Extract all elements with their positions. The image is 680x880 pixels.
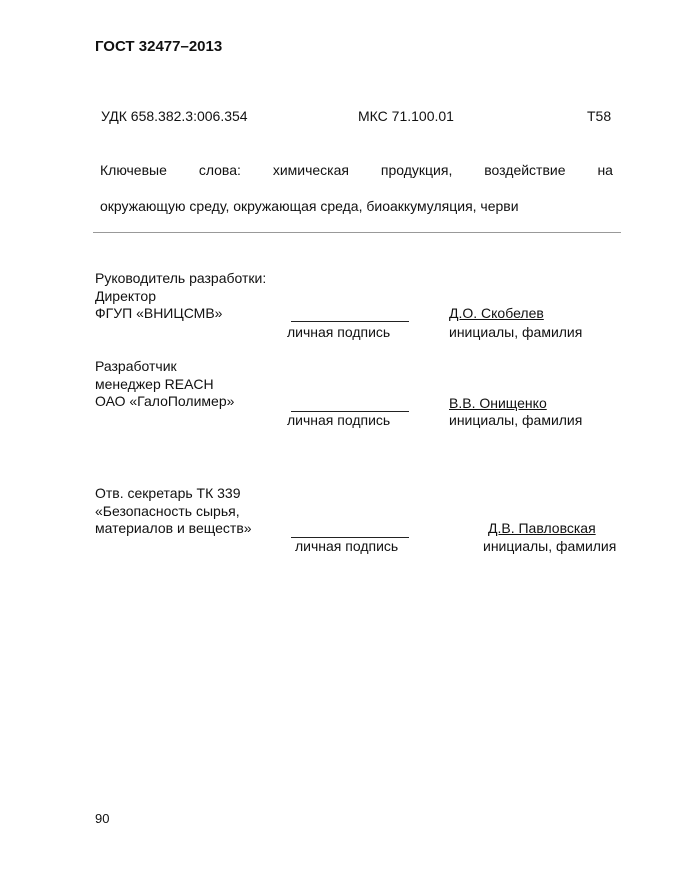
name-caption: инициалы, фамилия	[483, 538, 617, 554]
document-header: ГОСТ 32477–2013	[95, 38, 223, 55]
signatory-name: Д.В. Павловская	[488, 520, 596, 536]
signatory-1-role	[95, 270, 266, 323]
signature-caption: личная подпись	[287, 324, 391, 340]
role-line: Руководитель разработки:	[95, 270, 267, 286]
keywords-line-2: окружающую среду, окружающая среда, биоаккумуляция, черви	[100, 198, 519, 214]
signatory-2-role	[95, 358, 234, 411]
role-line: ОАО «ГалоПолимер»	[95, 393, 235, 409]
role-line: Директор	[95, 287, 156, 304]
role-line: менеджер REACH	[95, 375, 214, 392]
signatory-3-role	[95, 485, 252, 538]
role-line: Отв. секретарь ТК 339	[95, 485, 241, 501]
signatory-name: В.В. Онищенко	[449, 395, 547, 411]
keyword-word: слова:	[198, 162, 241, 178]
keyword-word: Ключевые	[100, 162, 167, 178]
mks-code: МКС 71.100.01	[358, 108, 454, 124]
signature-line	[291, 321, 409, 322]
name-caption: инициалы, фамилия	[449, 412, 583, 428]
udk-code: УДК 658.382.3:006.354	[101, 108, 248, 124]
horizontal-divider	[93, 232, 621, 233]
page-number: 90	[95, 811, 110, 826]
role-line: ФГУП «ВНИЦСМВ»	[95, 305, 223, 321]
role-line: Разработчик	[95, 358, 177, 374]
signatory-name: Д.О. Скобелев	[449, 305, 544, 321]
classification-code: Т58	[587, 108, 612, 124]
signature-caption: личная подпись	[295, 538, 399, 554]
name-caption: инициалы, фамилия	[449, 324, 583, 340]
role-line: материалов и веществ»	[95, 520, 252, 536]
keyword-word: продукция,	[380, 162, 453, 178]
keywords-line-1	[100, 162, 613, 178]
keyword-word: химическая	[272, 162, 349, 178]
keyword-word: воздействие	[484, 162, 566, 178]
signature-caption: личная подпись	[287, 412, 391, 428]
keyword-word: на	[597, 162, 613, 178]
role-line: «Безопасность сырья,	[95, 502, 240, 519]
